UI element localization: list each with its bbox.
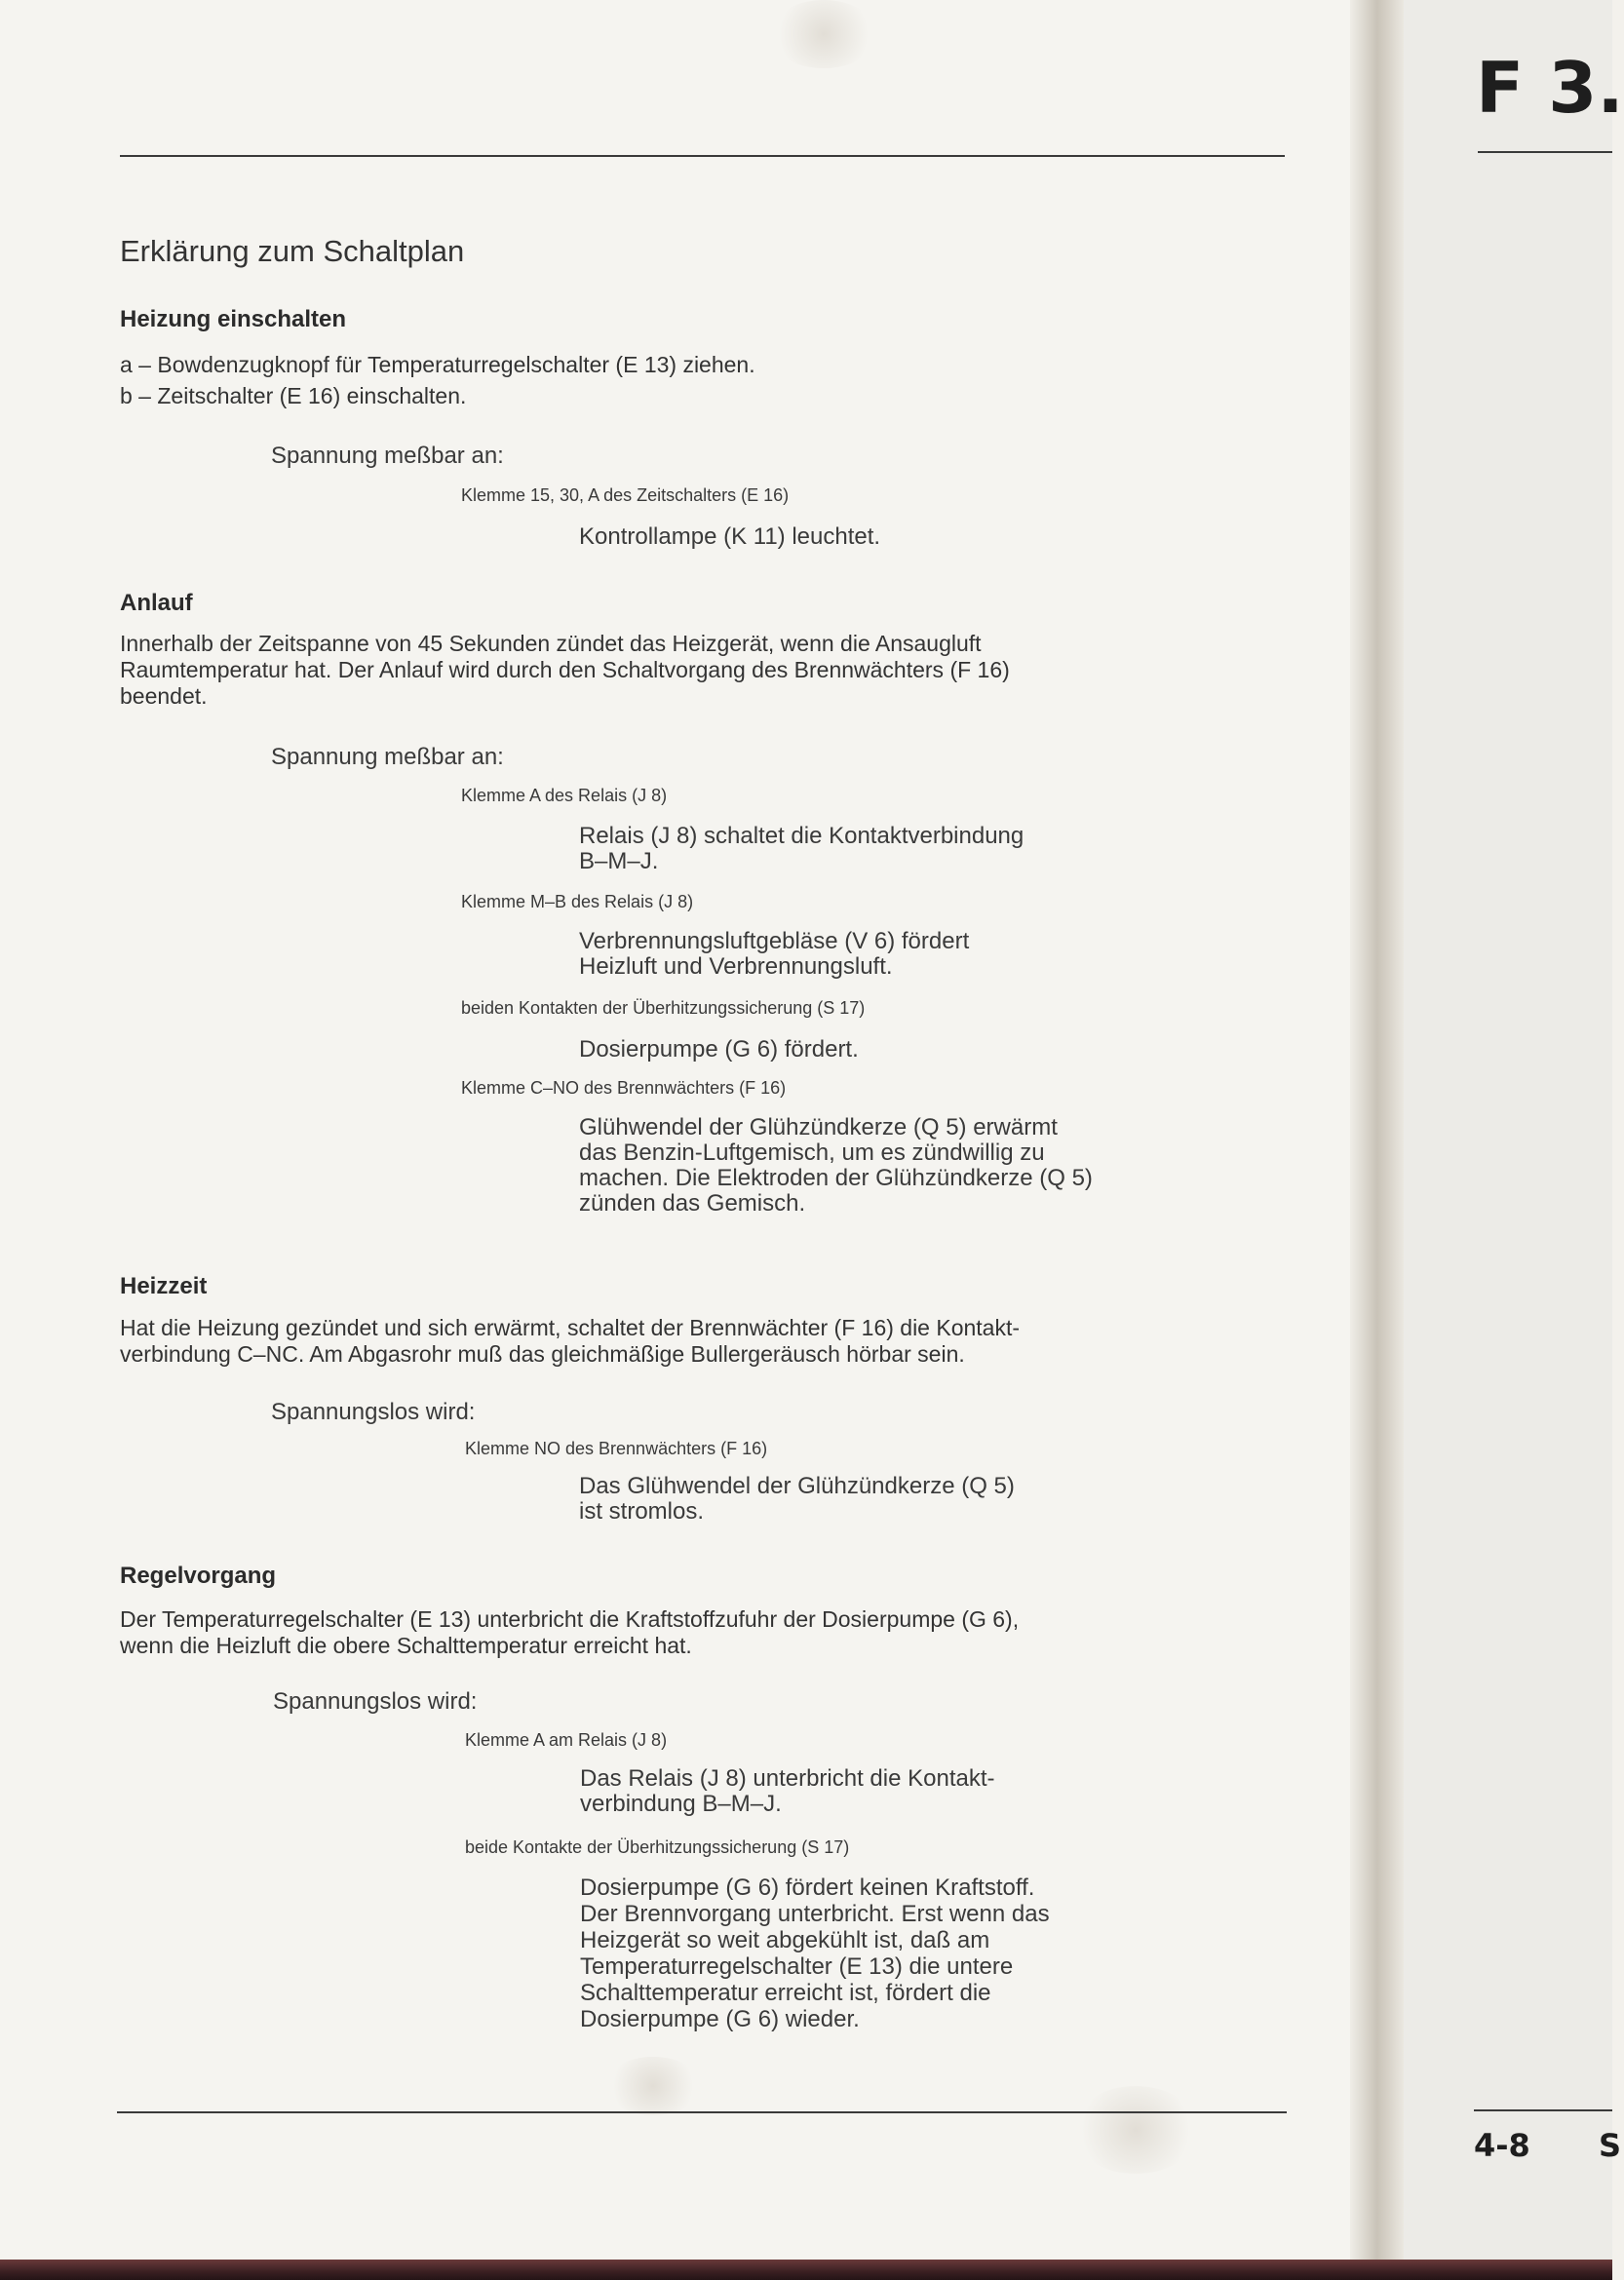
paragraph-line: Innerhalb der Zeitspanne von 45 Sekunden zündet das Heizgerät, wenn die Ansaugluft	[120, 631, 982, 656]
result-line: machen. Die Elektroden der Glühzündkerze (Q 5)	[579, 1165, 1093, 1191]
paragraph-line: beendet.	[120, 683, 208, 709]
book-spine	[1350, 0, 1404, 2280]
terminal-label: beide Kontakte der Überhitzungssicherung (S 17)	[465, 1837, 850, 1857]
result-line: Temperaturregelschalter (E 13) die untere	[580, 1953, 1014, 1980]
result-text: Kontrollampe (K 11) leuchtet.	[579, 523, 881, 550]
result-text: Dosierpumpe (G 6) fördert.	[579, 1036, 859, 1063]
result-line: Dosierpumpe (G 6) wieder.	[580, 2006, 860, 2032]
result-line: Glühwendel der Glühzündkerze (Q 5) erwärmt	[579, 1114, 1058, 1140]
measure-label: Spannungslos wird:	[273, 1688, 478, 1715]
page-suffix: S	[1599, 2127, 1622, 2164]
step-b: b – Zeitschalter (E 16) einschalten.	[120, 383, 467, 408]
paper-smudge	[1072, 2086, 1199, 2174]
section-heading: Heizung einschalten	[120, 306, 347, 332]
terminal-label: Klemme C–NO des Brennwächters (F 16)	[461, 1078, 787, 1098]
result-line: Das Relais (J 8) unterbricht die Kontakt-	[580, 1765, 995, 1792]
bottom-rule-right	[1474, 2109, 1612, 2111]
paragraph-line: Der Temperaturregelschalter (E 13) unterbricht die Kraftstoffzufuhr der Dosierpumpe (G 6),	[120, 1606, 1020, 1632]
paper-smudge	[770, 0, 877, 68]
measure-label: Spannung meßbar an:	[271, 443, 504, 469]
result-line: Heizluft und Verbrennungsluft.	[579, 953, 893, 980]
paper-smudge	[604, 2057, 702, 2115]
section-code: F 3.	[1476, 47, 1624, 129]
result-line: verbindung B–M–J.	[580, 1791, 782, 1817]
section-paragraph	[120, 631, 1010, 710]
terminal-label: Klemme A des Relais (J 8)	[461, 786, 668, 805]
section-paragraph	[120, 1315, 1020, 1368]
page-number: 4-8	[1474, 2127, 1530, 2164]
result-line: ist stromlos.	[579, 1498, 705, 1525]
terminal-label: Klemme NO des Brennwächters (F 16)	[465, 1439, 768, 1458]
result-line: Das Glühwendel der Glühzündkerze (Q 5)	[579, 1473, 1015, 1499]
result-line: Verbrennungsluftgebläse (V 6) fördert	[579, 928, 970, 954]
result-line: Dosierpumpe (G 6) fördert keinen Kraftstoff.	[580, 1874, 1035, 1901]
terminal-label: Klemme 15, 30, A des Zeitschalters (E 16)	[461, 485, 790, 505]
terminal-label: Klemme M–B des Relais (J 8)	[461, 892, 694, 911]
section-heading: Heizzeit	[120, 1273, 208, 1299]
result-text	[580, 1874, 1050, 2032]
result-text	[579, 1474, 1015, 1525]
top-rule	[120, 155, 1285, 157]
result-line: das Benzin-Luftgemisch, um es zündwillig zu	[579, 1140, 1045, 1166]
right-page	[1404, 0, 1612, 2280]
paragraph-line: verbindung C–NC. Am Abgasrohr muß das gleichmäßige Bullergeräusch hörbar sein.	[120, 1341, 965, 1367]
top-rule-right	[1478, 151, 1612, 153]
result-line: Der Brennvorgang unterbricht. Erst wenn das	[580, 1901, 1050, 1927]
result-text	[580, 1766, 995, 1817]
terminal-label: Klemme A am Relais (J 8)	[465, 1730, 668, 1750]
result-text	[579, 1115, 1093, 1217]
result-line: Relais (J 8) schaltet die Kontaktverbindung	[579, 823, 1025, 849]
terminal-label: beiden Kontakten der Überhitzungssicherung (S 17)	[461, 998, 866, 1018]
bottom-rule	[117, 2111, 1287, 2113]
result-line: Heizgerät so weit abgekühlt ist, daß am	[580, 1927, 990, 1953]
measure-label: Spannungslos wird:	[271, 1399, 476, 1425]
section-heading: Regelvorgang	[120, 1563, 277, 1589]
paragraph-line: wenn die Heizluft die obere Schalttemperatur erreicht hat.	[120, 1633, 692, 1658]
result-text	[579, 824, 1024, 874]
paragraph-line: Raumtemperatur hat. Der Anlauf wird durch den Schaltvorgang des Brennwächters (F 16)	[120, 657, 1010, 682]
step-a: a – Bowdenzugknopf für Temperaturregelschalter (E 13) ziehen.	[120, 352, 755, 377]
result-text	[579, 929, 969, 980]
section-paragraph	[120, 1606, 1019, 1659]
result-line: Schalttemperatur erreicht ist, fördert die	[580, 1980, 991, 2006]
measure-label: Spannung meßbar an:	[271, 744, 504, 770]
bottom-edge	[0, 2260, 1612, 2280]
result-line: B–M–J.	[579, 848, 659, 874]
result-line: zünden das Gemisch.	[579, 1190, 806, 1217]
page-title: Erklärung zum Schaltplan	[120, 234, 465, 268]
paragraph-line: Hat die Heizung gezündet und sich erwärmt, schaltet der Brennwächter (F 16) die Kontakt-	[120, 1315, 1021, 1340]
section-heading: Anlauf	[120, 590, 193, 616]
